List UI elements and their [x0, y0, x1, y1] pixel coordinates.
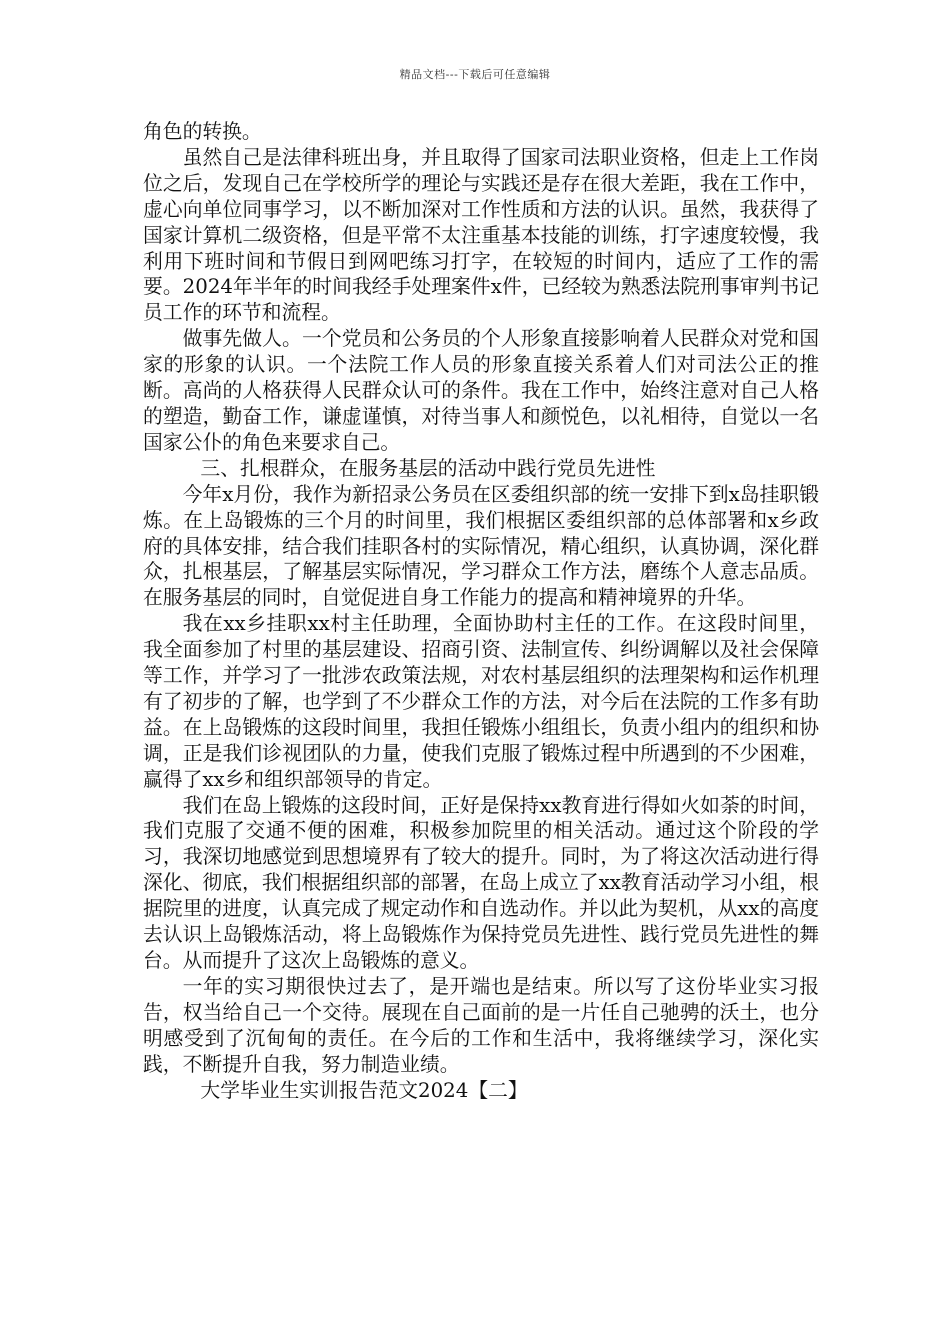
- page-header: 精品文档---下载后可任意编辑: [399, 68, 551, 81]
- section-heading-3: 三、扎根群众，在服务基层的活动中践行党员先进性: [200, 456, 656, 480]
- paragraph-legal-background: 虽然自己是法律科班出身，并且取得了国家司法职业资格，但走上工作岗位之后，发现自己在学校所学的理论与实践还是存在很大差距，我在工作中，虚心向单位同事学习，以不断加深对工作性质和方法的认识。虽然，我获得了国家计算机二级资格，但是平常不太注重基本技能的训练，打字速度较慢，我利用下班时间和节假日到网吧练习打字，在较短的时间内，适应了工作的需要。2024年半年的时间我经手处理案件x件，已经较为熟悉法院刑事审判书记员工作的环节和流程。: [143, 145, 819, 325]
- document-body: [143, 119, 819, 1103]
- paragraph-conclusion: 一年的实习期很快过去了，是开端也是结束。所以写了这份毕业实习报告，权当给自己一个交待。展现在自己面前的是一片任自己驰骋的沃土，也分明感受到了沉甸甸的责任。在今后的工作和生活中，我将继续学习，深化实践，不断提升自我，努力制造业绩。: [143, 974, 819, 1076]
- next-report-title: 大学毕业生实训报告范文2024【二】: [200, 1078, 528, 1102]
- paragraph-role-transition: 角色的转换。: [143, 120, 262, 143]
- paragraph-character: 做事先做人。一个党员和公务员的个人形象直接影响着人民群众对党和国家的形象的认识。一个法院工作人员的形象直接关系着人们对司法公正的推断。高尚的人格获得人民群众认可的条件。我在工作中，始终注意对自己人格的塑造，勤奋工作，谦虚谨慎，对待当事人和颜悦色，以礼相待，自觉以一名国家公仆的角色来要求自己。: [143, 327, 819, 454]
- paragraph-village-assistant: 我在xx乡挂职xx村主任助理，全面协助村主任的工作。在这段时间里，我全面参加了村里的基层建设、招商引资、法制宣传、纠纷调解以及社会保障等工作，并学习了一批涉农政策法规，对农村基层组织的法理架构和运作机理有了初步的了解，也学到了不少群众工作的方法，对今后在法院的工作多有助益。在上岛锻炼的这段时间里，我担任锻炼小组组长，负责小组内的组织和协调，正是我们诊视团队的力量，使我们克服了锻炼过程中所遇到的不少困难，赢得了xx乡和组织部领导的肯定。: [143, 612, 819, 791]
- paragraph-education-activity: 我们在岛上锻炼的这段时间，正好是保持xx教育进行得如火如荼的时间，我们克服了交通不便的困难，积极参加院里的相关活动。通过这个阶段的学习，我深切地感觉到思想境界有了较大的提升。同时，为了将这次活动进行得深化、彻底，我们根据组织部的部署，在岛上成立了xx教育活动学习小组，根据院里的进度，认真完成了规定动作和自选动作。并以此为契机，从xx的高度去认识上岛锻炼活动，将上岛锻炼作为保持党员先进性、践行党员先进性的舞台。从而提升了这次上岛锻炼的意义。: [143, 793, 819, 972]
- paragraph-island-training: 今年x月份，我作为新招录公务员在区委组织部的统一安排下到x岛挂职锻炼。在上岛锻炼的三个月的时间里，我们根据区委组织部的总体部署和x乡政府的具体安排，结合我们挂职各村的实际情况，精心组织，认真协调，深化群众，扎根基层，了解基层实际情况，学习群众工作方法，磨练个人意志品质。在服务基层的同时，自觉促进自身工作能力的提高和精神境界的升华。: [143, 482, 819, 610]
